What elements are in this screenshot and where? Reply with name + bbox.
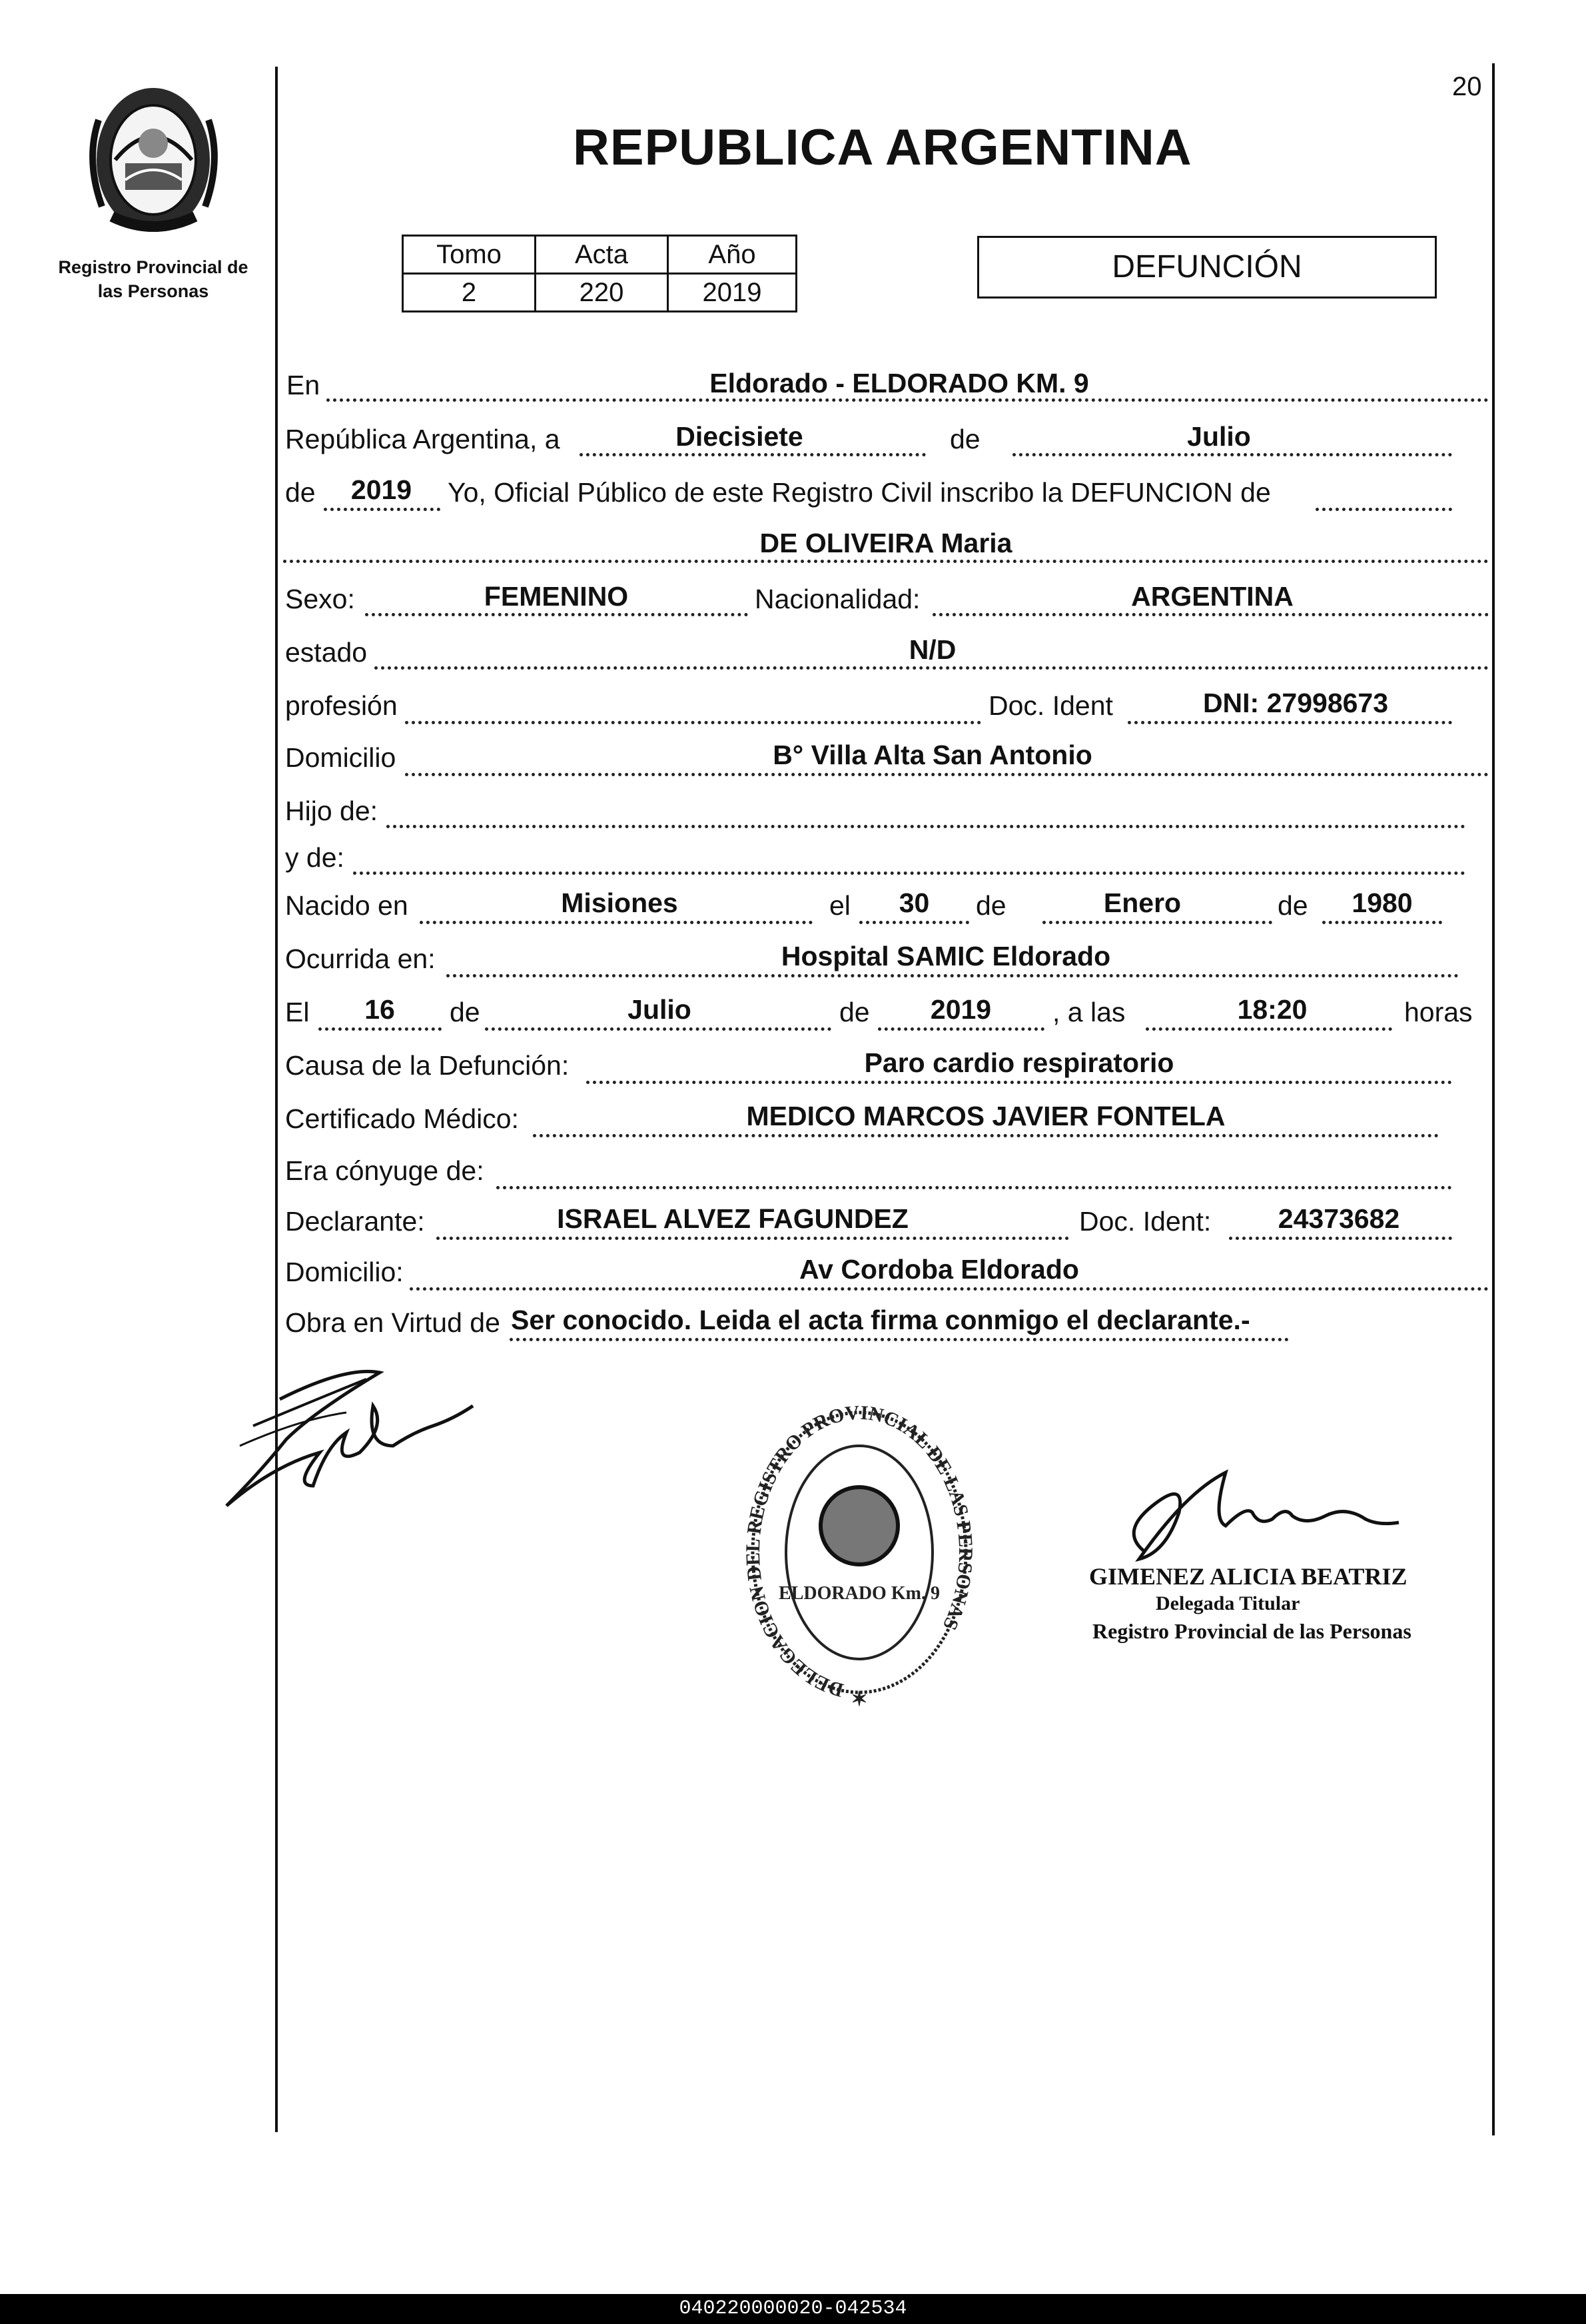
certificado-label: Certificado Médico: bbox=[285, 1103, 519, 1134]
sexo-value: FEMENINO bbox=[484, 581, 629, 612]
declarante-domicilio-line bbox=[410, 1287, 1489, 1291]
causa-value: Paro cardio respiratorio bbox=[864, 1047, 1174, 1078]
de-label-6: de bbox=[839, 997, 870, 1027]
y-de-label: y de: bbox=[285, 842, 344, 873]
profesion-line bbox=[405, 721, 981, 724]
de-label-5: de bbox=[450, 997, 480, 1027]
document-type-box: DEFUNCIÓN bbox=[977, 236, 1437, 298]
estado-value: N/D bbox=[909, 634, 957, 665]
estado-label: estado bbox=[285, 637, 368, 668]
causa-line bbox=[586, 1081, 1452, 1084]
right-margin-line bbox=[1492, 63, 1495, 2135]
certificado-value: MEDICO MARCOS JAVIER FONTELA bbox=[746, 1101, 1226, 1131]
declarante-domicilio-value: Av Cordoba Eldorado bbox=[799, 1254, 1079, 1285]
nacido-lugar-line bbox=[420, 921, 813, 924]
causa-label: Causa de la Defunción: bbox=[285, 1050, 570, 1081]
de-label-4: de bbox=[1278, 890, 1308, 921]
ocurrida-value: Hospital SAMIC Eldorado bbox=[781, 941, 1111, 971]
obra-value: Ser conocido. Leida el acta firma conmigo el declarante.- bbox=[511, 1305, 1250, 1335]
nacido-dia-value: 30 bbox=[899, 887, 930, 918]
registry-label-line1: Registro Provincial de bbox=[58, 257, 248, 277]
declarante-label: Declarante: bbox=[285, 1206, 425, 1237]
record-value-tomo: 2 bbox=[403, 274, 536, 312]
domicilio-line bbox=[405, 773, 1489, 776]
month-line bbox=[1012, 453, 1452, 456]
official-name: GIMENEZ ALICIA BEATRIZ bbox=[1089, 1563, 1407, 1590]
muerte-mes-line bbox=[485, 1027, 831, 1031]
en-label: En bbox=[286, 370, 320, 400]
svg-text:✶: ✶ bbox=[851, 1688, 868, 1710]
el-label-2: El bbox=[285, 997, 310, 1027]
sexo-label: Sexo: bbox=[285, 584, 355, 614]
official-institution: Registro Provincial de las Personas bbox=[1092, 1619, 1411, 1643]
deceased-name: DE OLIVEIRA Maria bbox=[759, 528, 1012, 558]
declarante-value: ISRAEL ALVEZ FAGUNDEZ bbox=[557, 1203, 909, 1234]
footer-barcode-text: 040220000020-042534 bbox=[679, 2297, 907, 2320]
conyuge-line bbox=[496, 1186, 1452, 1189]
nacionalidad-value: ARGENTINA bbox=[1131, 581, 1294, 612]
ocurrida-label: Ocurrida en: bbox=[285, 943, 436, 974]
declarant-signature bbox=[213, 1353, 506, 1512]
de-label-1: de bbox=[950, 424, 981, 454]
year-value: 2019 bbox=[350, 474, 412, 505]
nacido-mes-value: Enero bbox=[1103, 887, 1182, 918]
doc-ident-value: DNI: 27998673 bbox=[1202, 688, 1389, 718]
obra-line bbox=[510, 1338, 1289, 1341]
deceased-name-line bbox=[283, 560, 1489, 563]
record-table bbox=[402, 235, 797, 312]
registry-label-line2: las Personas bbox=[97, 281, 209, 301]
obra-label: Obra en Virtud de bbox=[285, 1307, 500, 1338]
muerte-hora-value: 18:20 bbox=[1237, 994, 1308, 1025]
horas-label: horas bbox=[1404, 997, 1473, 1027]
el-label-1: el bbox=[829, 890, 851, 921]
conyuge-label: Era cónyuge de: bbox=[285, 1155, 484, 1186]
month-value: Julio bbox=[1187, 421, 1251, 452]
left-margin-line bbox=[275, 67, 278, 2132]
y-de-line bbox=[353, 872, 1465, 875]
nacido-lugar-value: Misiones bbox=[561, 887, 678, 918]
doc-ident-label-2: Doc. Ident: bbox=[1079, 1206, 1212, 1237]
registry-label bbox=[53, 255, 253, 303]
statement-line bbox=[1316, 508, 1452, 511]
muerte-anio-value: 2019 bbox=[930, 994, 992, 1025]
record-header-anio: Año bbox=[668, 236, 797, 274]
muerte-hora-line bbox=[1146, 1027, 1392, 1031]
muerte-dia-line bbox=[318, 1027, 442, 1031]
estado-line bbox=[374, 666, 1489, 670]
day-words-line bbox=[580, 453, 926, 456]
ocurrida-line bbox=[446, 974, 1459, 977]
hijo-label: Hijo de: bbox=[285, 796, 378, 826]
record-value-anio: 2019 bbox=[668, 274, 797, 312]
record-header-acta: Acta bbox=[536, 236, 668, 274]
nacionalidad-label: Nacionalidad: bbox=[755, 584, 921, 614]
nacido-mes-line bbox=[1042, 921, 1272, 924]
muerte-anio-line bbox=[878, 1027, 1044, 1031]
domicilio-value: B° Villa Alta San Antonio bbox=[773, 740, 1092, 770]
profesion-label: profesión bbox=[285, 690, 398, 721]
official-role: Delegada Titular bbox=[1156, 1592, 1300, 1614]
record-header-tomo: Tomo bbox=[403, 236, 536, 274]
official-signature bbox=[1092, 1452, 1405, 1572]
province-coat-of-arms bbox=[79, 80, 228, 240]
sexo-line bbox=[365, 613, 748, 616]
republica-label: República Argentina, a bbox=[285, 424, 560, 454]
statement-text: Yo, Oficial Público de este Registro Civil inscribo la DEFUNCION de bbox=[448, 477, 1271, 508]
muerte-mes-value: Julio bbox=[627, 994, 691, 1025]
declarante-doc-value: 24373682 bbox=[1278, 1203, 1400, 1234]
place-value: Eldorado - ELDORADO KM. 9 bbox=[709, 368, 1089, 398]
stamp-outer-text: DELEGACION DEL REGISTRO PROVINCIAL DE LAS PERSONAS bbox=[741, 1401, 977, 1702]
registry-stamp bbox=[739, 1393, 979, 1712]
a-las-label: , a las bbox=[1052, 997, 1126, 1027]
certificado-line bbox=[533, 1134, 1439, 1137]
page-number: 20 bbox=[1452, 72, 1482, 101]
declarante-line bbox=[436, 1237, 1069, 1240]
nacionalidad-line bbox=[933, 613, 1489, 616]
doc-ident-label: Doc. Ident bbox=[989, 690, 1113, 721]
year-line bbox=[324, 508, 440, 511]
domicilio-label: Domicilio bbox=[285, 742, 396, 773]
declarante-doc-line bbox=[1229, 1237, 1452, 1240]
record-value-acta: 220 bbox=[536, 274, 668, 312]
nacido-anio-line bbox=[1322, 921, 1442, 924]
doc-ident-line bbox=[1128, 721, 1452, 724]
stamp-inner-text: ELDORADO Km. 9 bbox=[779, 1583, 940, 1604]
muerte-dia-value: 16 bbox=[364, 994, 395, 1025]
page-title: REPUBLICA ARGENTINA bbox=[573, 119, 1192, 176]
de-label-3: de bbox=[976, 890, 1006, 921]
day-words-value: Diecisiete bbox=[675, 421, 803, 452]
hijo-line bbox=[386, 825, 1465, 828]
nacido-dia-line bbox=[859, 921, 969, 924]
de-label-2: de bbox=[285, 477, 316, 508]
nacido-label: Nacido en bbox=[285, 890, 408, 921]
nacido-anio-value: 1980 bbox=[1352, 887, 1413, 918]
domicilio-label-2: Domicilio: bbox=[285, 1257, 404, 1287]
